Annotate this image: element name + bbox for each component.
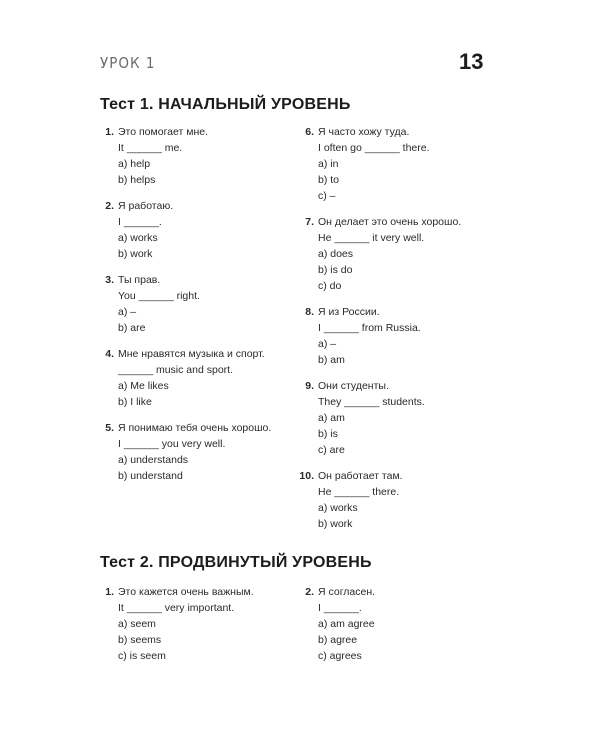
question-number: 1. bbox=[105, 126, 114, 138]
question-russian: Он работает там. bbox=[318, 470, 403, 482]
answer-option: b) helps bbox=[118, 174, 156, 186]
question-number: 10. bbox=[299, 470, 314, 482]
answer-option: a) seem bbox=[118, 618, 156, 630]
question-english: They ______ students. bbox=[318, 396, 425, 408]
answer-option: a) am agree bbox=[318, 618, 375, 630]
answer-option: a) works bbox=[318, 502, 358, 514]
question-english: It ______ very important. bbox=[118, 602, 235, 614]
answer-option: c) do bbox=[318, 280, 342, 292]
question-prompt bbox=[300, 304, 490, 320]
question-item bbox=[300, 304, 490, 368]
answer-option: b) am bbox=[318, 354, 345, 366]
question-russian: Мне нравятся музыка и спорт. bbox=[118, 348, 265, 360]
question-number: 4. bbox=[105, 348, 114, 360]
question-english: I often go ______ there. bbox=[318, 142, 430, 154]
question-number: 2. bbox=[305, 586, 314, 598]
question-number: 8. bbox=[305, 306, 314, 318]
question-item bbox=[100, 346, 290, 410]
question-prompt bbox=[300, 468, 490, 484]
question-russian: Он делает это очень хорошо. bbox=[318, 216, 462, 228]
question-prompt bbox=[300, 124, 490, 140]
question-prompt bbox=[300, 378, 490, 394]
answer-option: a) understands bbox=[118, 454, 189, 466]
answer-option: a) – bbox=[118, 306, 137, 318]
answer-option: a) Me likes bbox=[118, 380, 169, 392]
question-english: I ______ you very well. bbox=[118, 438, 226, 450]
answer-option: b) are bbox=[118, 322, 146, 334]
question-english: I ______. bbox=[118, 216, 162, 228]
answer-option: a) am bbox=[318, 412, 345, 424]
question-english: ______ music and sport. bbox=[118, 364, 233, 376]
question-russian: Я из России. bbox=[318, 306, 380, 318]
page-number: 13 bbox=[459, 49, 484, 74]
question-english: He ______ it very well. bbox=[318, 232, 425, 244]
question-russian: Ты прав. bbox=[118, 274, 161, 286]
question-item bbox=[100, 584, 290, 664]
question-spacer bbox=[100, 188, 290, 198]
question-english: I ______. bbox=[318, 602, 362, 614]
answer-option: a) in bbox=[318, 158, 339, 170]
question-item bbox=[300, 124, 490, 204]
question-russian: Я понимаю тебя очень хорошо. bbox=[118, 422, 272, 434]
test-1-right-column bbox=[300, 124, 490, 532]
question-prompt bbox=[100, 584, 290, 600]
answer-option: a) help bbox=[118, 158, 151, 170]
question-prompt bbox=[300, 584, 490, 600]
question-russian: Я работаю. bbox=[118, 200, 174, 212]
question-russian: Я согласен. bbox=[318, 586, 376, 598]
answer-option: b) understand bbox=[118, 470, 183, 482]
test-1-left-column bbox=[100, 124, 290, 484]
question-english: He ______ there. bbox=[318, 486, 400, 498]
question-number: 7. bbox=[305, 216, 314, 228]
question-russian: Я часто хожу туда. bbox=[318, 126, 410, 138]
test-1-title: Тест 1. НАЧАЛЬНЫЙ УРОВЕНЬ bbox=[100, 96, 351, 113]
answer-option: c) – bbox=[318, 190, 336, 202]
question-number: 6. bbox=[305, 126, 314, 138]
question-item bbox=[100, 420, 290, 484]
question-english: It ______ me. bbox=[118, 142, 183, 154]
question-number: 3. bbox=[105, 274, 114, 286]
question-russian: Это кажется очень важным. bbox=[118, 586, 254, 598]
answer-option: c) agrees bbox=[318, 650, 362, 662]
question-prompt bbox=[100, 346, 290, 362]
question-spacer bbox=[300, 458, 490, 468]
test-2-title: Тест 2. ПРОДВИНУТЫЙ УРОВЕНЬ bbox=[100, 554, 372, 571]
answer-option: b) work bbox=[318, 518, 353, 530]
question-number: 1. bbox=[105, 586, 114, 598]
answer-option: c) are bbox=[318, 444, 345, 456]
answer-option: a) does bbox=[318, 248, 354, 260]
question-prompt bbox=[100, 198, 290, 214]
answer-option: c) is seem bbox=[118, 650, 166, 662]
test-2-left-column bbox=[100, 584, 290, 664]
answer-option: b) work bbox=[118, 248, 153, 260]
answer-option: b) agree bbox=[318, 634, 358, 646]
answer-option: b) to bbox=[318, 174, 340, 186]
question-item bbox=[100, 198, 290, 262]
question-spacer bbox=[300, 294, 490, 304]
question-russian: Это помогает мне. bbox=[118, 126, 209, 138]
question-item bbox=[300, 378, 490, 458]
answer-option: a) – bbox=[318, 338, 337, 350]
question-number: 2. bbox=[105, 200, 114, 212]
answer-option: b) seems bbox=[118, 634, 162, 646]
question-spacer bbox=[100, 262, 290, 272]
question-russian: Они студенты. bbox=[318, 380, 389, 392]
question-english: I ______ from Russia. bbox=[318, 322, 421, 334]
answer-option: a) works bbox=[118, 232, 158, 244]
answer-option: b) is bbox=[318, 428, 338, 440]
question-item bbox=[300, 584, 490, 664]
answer-option: b) is do bbox=[318, 264, 353, 276]
question-item bbox=[100, 124, 290, 188]
question-spacer bbox=[100, 410, 290, 420]
question-spacer bbox=[300, 368, 490, 378]
answer-option: b) I like bbox=[118, 396, 152, 408]
question-prompt bbox=[300, 214, 490, 230]
question-english: You ______ right. bbox=[118, 290, 200, 302]
question-prompt bbox=[100, 272, 290, 288]
lesson-label: УРОК 1 bbox=[100, 54, 156, 72]
question-spacer bbox=[100, 336, 290, 346]
question-item bbox=[100, 272, 290, 336]
question-prompt bbox=[100, 124, 290, 140]
test-2-right-column bbox=[300, 584, 490, 664]
question-number: 5. bbox=[105, 422, 114, 434]
question-item bbox=[300, 214, 490, 294]
question-number: 9. bbox=[305, 380, 314, 392]
question-item bbox=[300, 468, 490, 532]
question-spacer bbox=[300, 204, 490, 214]
question-prompt bbox=[100, 420, 290, 436]
